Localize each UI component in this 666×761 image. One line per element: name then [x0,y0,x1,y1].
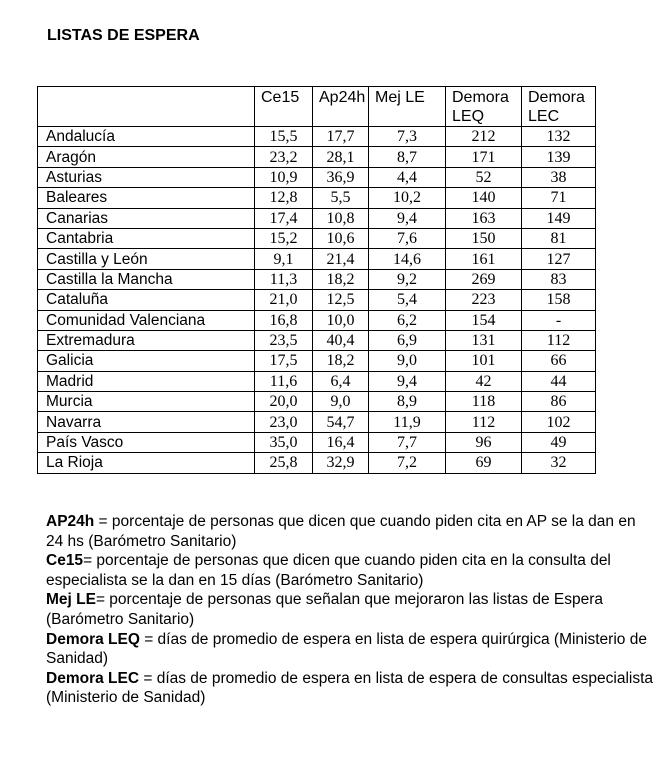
table-row [38,208,596,228]
definitions-notes [46,512,656,708]
region-cell: Castilla y León [38,249,255,269]
header-demora-leq-line2: LEQ [452,108,485,125]
ce15-cell: 11,6 [255,371,313,391]
definition-item [46,551,656,590]
ce15-cell: 35,0 [255,432,313,452]
demora-lec-cell: 83 [522,269,596,289]
demora-leq-cell: 269 [446,269,522,289]
ap24h-cell: 28,1 [313,147,369,167]
region-cell: Galicia [38,351,255,371]
ce15-cell: 11,3 [255,269,313,289]
demora-leq-cell: 96 [446,432,522,452]
demora-lec-cell: 44 [522,371,596,391]
definition-text: = días de promedio de espera en lista de espera de consultas especialista (Ministerio de Sanidad) [46,669,654,707]
table-row [38,310,596,330]
ap24h-cell: 36,9 [313,167,369,187]
ap24h-cell: 6,4 [313,371,369,391]
ap24h-cell: 5,5 [313,188,369,208]
region-cell: Cantabria [38,228,255,248]
region-cell: País Vasco [38,432,255,452]
demora-lec-cell: 139 [522,147,596,167]
ap24h-cell: 10,0 [313,310,369,330]
table-row [38,330,596,350]
demora-lec-cell: 149 [522,208,596,228]
ce15-cell: 23,5 [255,330,313,350]
ap24h-cell: 10,6 [313,228,369,248]
ce15-cell: 15,2 [255,228,313,248]
ce15-cell: 16,8 [255,310,313,330]
ce15-cell: 21,0 [255,290,313,310]
demora-leq-cell: 140 [446,188,522,208]
definition-term: AP24h [46,513,95,530]
ce15-cell: 12,8 [255,188,313,208]
region-cell: Navarra [38,412,255,432]
demora-leq-cell: 42 [446,371,522,391]
table-row [38,269,596,289]
header-demora-leq-line1: Demora [452,89,509,106]
table-row [38,392,596,412]
ce15-cell: 17,5 [255,351,313,371]
page-title: LISTAS DE ESPERA [47,27,200,44]
demora-leq-cell: 131 [446,330,522,350]
table-row [38,371,596,391]
mej-le-cell: 8,7 [369,147,446,167]
definition-text: = días de promedio de espera en lista de espera quirúrgica (Ministerio de Sanidad) [46,630,647,668]
header-mej-le: Mej LE [369,87,446,127]
ap24h-cell: 12,5 [313,290,369,310]
ap24h-cell: 18,2 [313,351,369,371]
demora-lec-cell: 86 [522,392,596,412]
mej-le-cell: 7,7 [369,432,446,452]
mej-le-cell: 7,3 [369,127,446,147]
definition-text: = porcentaje de personas que dicen que cuando piden cita en la consulta del especialista se la dan en 15 días (Barómetro Sanitario) [46,552,611,589]
demora-lec-cell: - [522,310,596,330]
table-row [38,228,596,248]
ap24h-cell: 40,4 [313,330,369,350]
ce15-cell: 25,8 [255,453,313,473]
region-cell: Castilla la Mancha [38,269,255,289]
header-ap24h: Ap24h [313,87,369,127]
demora-leq-cell: 163 [446,208,522,228]
region-cell: Asturias [38,167,255,187]
ap24h-cell: 18,2 [313,269,369,289]
ap24h-cell: 9,0 [313,392,369,412]
definition-term: Demora LEC [46,669,140,687]
table-row [38,412,596,432]
table-row [38,188,596,208]
ce15-cell: 10,9 [255,167,313,187]
table-row [38,249,596,269]
mej-le-cell: 6,2 [369,310,446,330]
mej-le-cell: 9,4 [369,208,446,228]
definition-item [46,669,656,708]
definition-term: Mej LE [46,591,96,609]
demora-leq-cell: 101 [446,351,522,371]
demora-lec-cell: 66 [522,351,596,371]
ap24h-cell: 21,4 [313,249,369,269]
ce15-cell: 20,0 [255,392,313,412]
mej-le-cell: 9,2 [369,269,446,289]
table-row [38,351,596,371]
header-demora-lec-line1: Demora [528,89,585,106]
definition-item [46,512,656,551]
ce15-cell: 23,2 [255,147,313,167]
region-cell: Comunidad Valenciana [38,310,255,330]
mej-le-cell: 11,9 [369,412,446,432]
mej-le-cell: 10,2 [369,188,446,208]
header-region [38,87,255,127]
demora-lec-cell: 112 [522,330,596,350]
demora-lec-cell: 49 [522,432,596,452]
demora-lec-cell: 102 [522,412,596,432]
demora-leq-cell: 52 [446,167,522,187]
demora-leq-cell: 154 [446,310,522,330]
demora-leq-cell: 171 [446,147,522,167]
mej-le-cell: 14,6 [369,249,446,269]
mej-le-cell: 9,4 [369,371,446,391]
table-row [38,167,596,187]
region-cell: Andalucía [38,127,255,147]
ap24h-cell: 17,7 [313,127,369,147]
ce15-cell: 15,5 [255,127,313,147]
table-header-row [38,87,596,127]
region-cell: Aragón [38,147,255,167]
mej-le-cell: 9,0 [369,351,446,371]
table-row [38,290,596,310]
demora-lec-cell: 38 [522,167,596,187]
definition-item [46,630,656,669]
demora-leq-cell: 212 [446,127,522,147]
table-row [38,127,596,147]
region-cell: Cataluña [38,290,255,310]
ce15-cell: 17,4 [255,208,313,228]
ap24h-cell: 16,4 [313,432,369,452]
table-row [38,432,596,452]
mej-le-cell: 6,9 [369,330,446,350]
demora-leq-cell: 112 [446,412,522,432]
mej-le-cell: 5,4 [369,290,446,310]
region-cell: Murcia [38,392,255,412]
demora-lec-cell: 127 [522,249,596,269]
region-cell: Baleares [38,188,255,208]
ap24h-cell: 54,7 [313,412,369,432]
header-demora-lec [522,87,596,127]
mej-le-cell: 7,6 [369,228,446,248]
definition-text: = porcentaje de personas que dicen que cuando piden cita en AP se la dan en 24 hs (Barómetro Sanitario) [46,513,636,550]
demora-leq-cell: 69 [446,453,522,473]
mej-le-cell: 7,2 [369,453,446,473]
region-cell: Madrid [38,371,255,391]
definition-item [46,590,656,629]
ap24h-cell: 10,8 [313,208,369,228]
demora-leq-cell: 223 [446,290,522,310]
demora-lec-cell: 158 [522,290,596,310]
mej-le-cell: 4,4 [369,167,446,187]
region-cell: Extremadura [38,330,255,350]
table-row [38,453,596,473]
demora-lec-cell: 71 [522,188,596,208]
ce15-cell: 9,1 [255,249,313,269]
header-demora-lec-line2: LEC [528,108,560,125]
definition-term: Demora LEQ [46,630,140,648]
table-row [38,147,596,167]
demora-leq-cell: 118 [446,392,522,412]
region-cell: La Rioja [38,453,255,473]
header-demora-leq [446,87,522,127]
mej-le-cell: 8,9 [369,392,446,412]
waiting-list-table [37,86,596,474]
definition-term: Ce15 [46,552,84,570]
demora-lec-cell: 132 [522,127,596,147]
table-body [38,127,596,474]
demora-leq-cell: 150 [446,228,522,248]
ce15-cell: 23,0 [255,412,313,432]
region-cell: Canarias [38,208,255,228]
demora-lec-cell: 81 [522,228,596,248]
demora-lec-cell: 32 [522,453,596,473]
ap24h-cell: 32,9 [313,453,369,473]
definition-text: = porcentaje de personas que señalan que mejoraron las listas de Espera (Barómetro Sanitario) [46,591,604,628]
demora-leq-cell: 161 [446,249,522,269]
header-ce15: Ce15 [255,87,313,127]
